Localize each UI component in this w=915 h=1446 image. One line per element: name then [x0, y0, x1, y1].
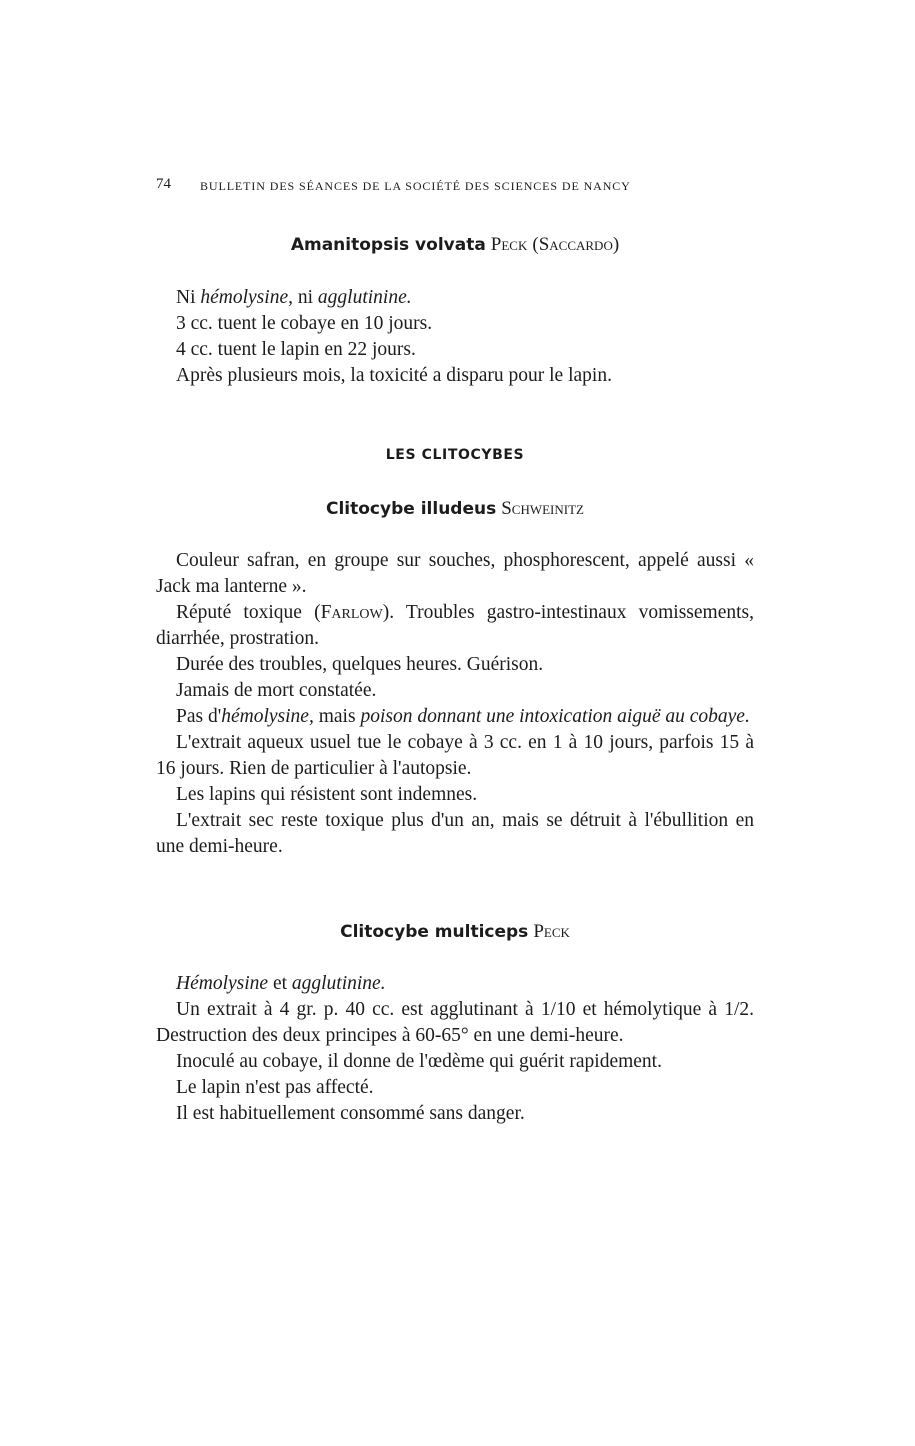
author-citation: Farlow	[320, 602, 383, 623]
species-title-multiceps	[156, 917, 754, 946]
paragraph: Un extrait à 4 gr. p. 40 cc. est agglutinant à 1/10 et hémolytique à 1/2. Destruction des deux principes à 60-65° en une demi-heure.	[156, 999, 754, 1046]
paragraph: Il est habituellement consommé sans danger.	[176, 1103, 525, 1124]
paragraph: L'extrait aqueux usuel tue le cobaye à 3 cc. en 1 à 10 jours, parfois 15 à 16 jours. Rien de particulier à l'autopsie.	[156, 732, 754, 779]
page-number: 74	[156, 176, 171, 192]
species-author-secondary: (Saccardo)	[532, 234, 620, 255]
text-span: Pas d'	[176, 706, 222, 727]
text-span: Ni	[176, 287, 201, 308]
paragraph: Durée des troubles, quelques heures. Guérison.	[176, 654, 544, 675]
italic-text: agglutinine.	[291, 973, 386, 994]
text-span: ni	[292, 287, 318, 308]
italic-text: hémolysine,	[221, 706, 314, 727]
species-author: Peck	[490, 234, 528, 255]
paragraph: Le lapin n'est pas affecté.	[176, 1077, 374, 1098]
species-name: Clitocybe multiceps	[340, 922, 529, 942]
paragraph	[156, 971, 754, 997]
italic-text: hémolysine,	[200, 287, 293, 308]
species-author: Peck	[533, 921, 570, 942]
paragraph: Après plusieurs mois, la toxicité a disparu pour le lapin.	[176, 365, 612, 386]
paragraph: Jamais de mort constatée.	[176, 680, 377, 701]
page-header	[156, 176, 756, 196]
paragraph: Couleur safran, en groupe sur souches, phosphorescent, appelé aussi « Jack ma lanterne ».	[156, 550, 754, 597]
species-title-illudeus	[156, 494, 754, 523]
paragraph: L'extrait sec reste toxique plus d'un an, mais se détruit à l'ébullition en une demi-heure.	[156, 810, 754, 857]
paragraph: Les lapins qui résistent sont indemnes.	[176, 784, 478, 805]
italic-text: poison donnant une intoxication aiguë au cobaye.	[360, 706, 750, 727]
section-heading: LES CLITOCYBES	[385, 447, 525, 463]
amanitopsis-body	[156, 285, 754, 389]
paragraph	[156, 285, 754, 311]
paragraph	[156, 704, 754, 730]
running-title: BULLETIN DES SÉANCES DE LA SOCIÉTÉ DES SCIENCES DE NANCY	[200, 179, 631, 193]
multiceps-body	[156, 971, 754, 1127]
illudeus-body	[156, 548, 754, 860]
italic-text: agglutinine.	[317, 287, 412, 308]
paragraph	[156, 600, 754, 652]
species-author: Schweinitz	[501, 498, 584, 519]
text-span: et	[268, 973, 292, 994]
text-span: mais	[313, 706, 361, 727]
paragraph: 3 cc. tuent le cobaye en 10 jours.	[176, 313, 433, 334]
species-name: Amanitopsis volvata	[290, 235, 486, 255]
paragraph: Inoculé au cobaye, il donne de l'œdème qui guérit rapidement.	[176, 1051, 662, 1072]
text-span: ). Troubles gastro-intestinaux vomissements, diarrhée, prostration.	[156, 602, 754, 649]
species-title-amanitopsis	[156, 230, 754, 259]
italic-text: Hémolysine	[176, 973, 269, 994]
species-name: Clitocybe illudeus	[326, 499, 497, 519]
text-span: Réputé toxique (	[176, 602, 321, 623]
paragraph: 4 cc. tuent le lapin en 22 jours.	[176, 339, 416, 360]
